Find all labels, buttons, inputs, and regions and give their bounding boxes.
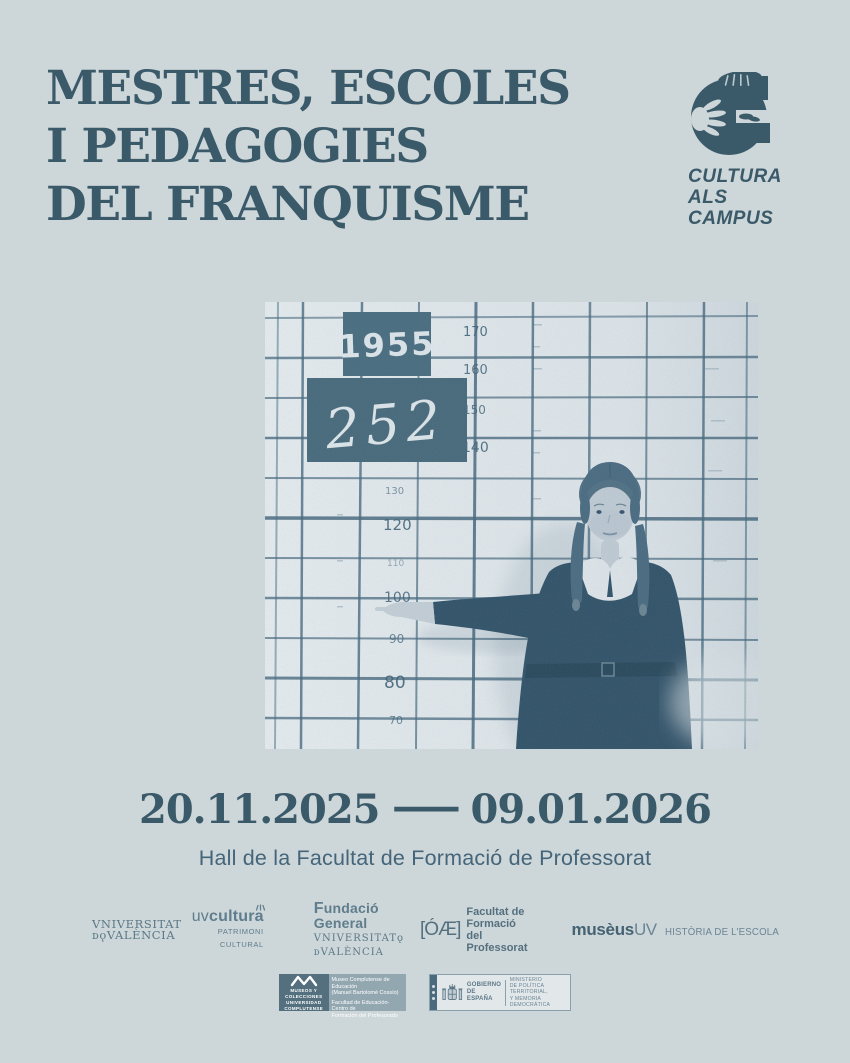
museus-uv-logo: musèus UV HISTÒRIA DE L'ESCOLA — [571, 920, 779, 939]
facultat-symbol: [ÓÆ] — [420, 919, 461, 940]
end-date: 09.01.2026 — [470, 786, 712, 833]
crown-icon — [289, 975, 319, 987]
coat-of-arms-icon — [440, 979, 465, 1007]
partner-logos-row — [92, 899, 779, 958]
brand-wordmark: CULTURA ALS CAMPUS — [688, 166, 782, 229]
uvcultura-logo: uvcultura PATRIMONI CULTURAL — [192, 910, 264, 951]
institutional-logos-row — [0, 974, 850, 1019]
date-range — [0, 783, 850, 833]
universitat-valencia-logo: VNIVERSITAT ᴅǫVALÈNCIA — [92, 917, 182, 942]
fundacio-general-logo: Fundació General VNIVERSITATǫ ᴅVALÈNCIA — [313, 899, 405, 958]
rays-icon — [255, 904, 266, 911]
cultura-als-campus-logo — [688, 72, 818, 229]
exhibition-photo — [265, 302, 758, 749]
cultura-c-icon — [690, 72, 770, 156]
poster-title — [46, 60, 570, 234]
gobierno-espana-logo: GOBIERNO DE ESPAÑA MINISTERIO DE POLÍTICA TERRITORIAL, Y MEMORIA DEMOCRÁTICA — [429, 974, 571, 1011]
dates-section — [0, 783, 850, 871]
start-date: 20.11.2025 — [138, 786, 380, 833]
date-dash: — — [389, 783, 461, 830]
museo-complutense-logo: MUSEOS Y COLECCIONES UNIVERSIDAD COMPLUTENSE Museo Complutense de Educación (Manuel Bartolomé Cossío) Facultad de Educación- Centro de Formación del Profesorado — [279, 974, 406, 1011]
facultat-formacio-logo: [ÓÆ] Facultat de Formació del Professorat — [420, 906, 528, 954]
title-line: MESTRES, ESCOLES — [46, 61, 570, 116]
title-line: I PEDAGOGIES — [46, 119, 428, 174]
venue: Hall de la Facultat de Formació de Professorat — [198, 846, 652, 870]
title-line: DEL FRANQUISME — [46, 177, 529, 232]
gobierno-strip — [430, 975, 437, 1010]
